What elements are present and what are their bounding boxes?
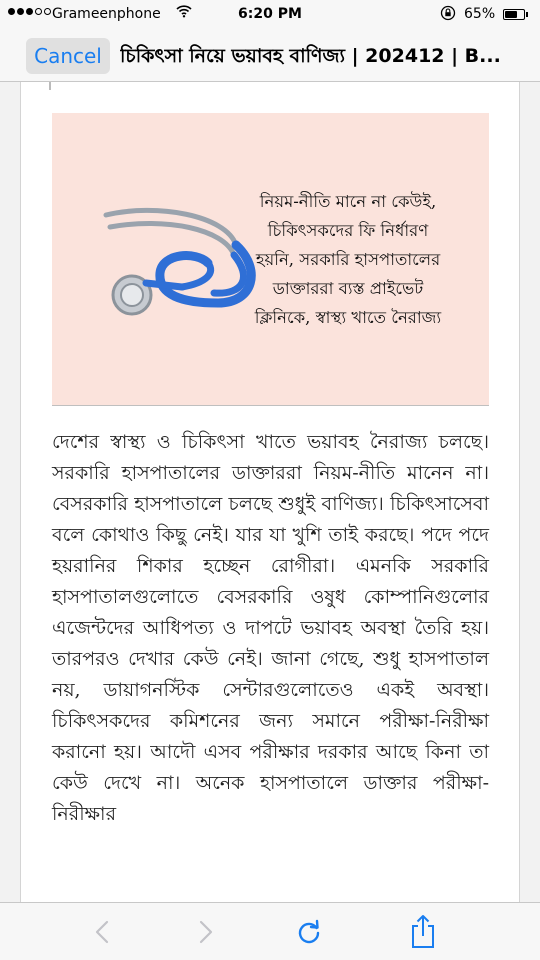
battery-percent: 65% (464, 6, 496, 22)
reload-icon[interactable] (294, 917, 324, 947)
article-image (52, 113, 489, 406)
signal-dots-icon (8, 8, 51, 15)
cancel-button[interactable]: Cancel (26, 38, 110, 74)
rotation-lock-icon (440, 5, 456, 25)
battery-icon (503, 9, 525, 20)
article-body: দেশের স্বাস্থ্য ও চিকিৎসা খাতে ভয়াবহ নৈরাজ্য চলছে। সরকারি হাসপাতালের ডাক্তাররা নিয়ম-নীতি মানেন না। বেসরকারি হাসপাতালে চলছে শুধুই বাণিজ্য। চিকিৎসাসেবা বলে কোথাও কিছু নেই। যার যা খুশি তাই করছে। পদে পদে হয়রানির শিকার হচ্ছেন রোগীরা। এমনকি সরকারি হাসপাতালগুলোতে বেসরকারি ওষুধ কোম্পানিগুলোর এজেন্টদের আধিপত্য ও দাপটে ভয়াবহ অবস্থা তৈরি হয়। তারপরও দেখার কেউ নেই। জানা গেছে, শুধু হাসপাতাল নয়, ডায়াগনস্টিক সেন্টারগুলোতেও একই অবস্থা। চিকিৎসকদের কমিশনের জন্য সমানে পরীক্ষা-নিরীক্ষা করানো হয়। আদৌ এসব পরীক্ষার দরকার আছে কিনা তা কেউ দেখে না। অনেক হাসপাতালে ডাক্তার পরীক্ষা-নিরীক্ষার (52, 431, 489, 825)
nav-bar (0, 30, 540, 82)
article-page[interactable] (20, 82, 520, 902)
battery-tip (526, 12, 528, 17)
share-icon[interactable] (408, 913, 438, 943)
status-bar (0, 0, 540, 30)
status-time: 6:20 PM (238, 6, 302, 22)
forward-icon[interactable] (190, 917, 220, 947)
battery-fill (505, 11, 517, 18)
back-icon[interactable] (88, 917, 118, 947)
image-caption: নিয়ম-নীতি মানে না কেউই, চিকিৎসকদের ফি নির্ধারণ হয়নি, সরকারি হাসপাতালের ডাক্তাররা ব্যস্ত প্রাইভেট ক্লিনিকে, স্বাস্থ্য খাতে নৈরাজ্য (254, 192, 442, 327)
page-title: চিকিৎসা নিয়ে ভয়াবহ বাণিজ্য | 202412 | B... (120, 45, 501, 67)
bottom-toolbar (0, 902, 540, 960)
page-top-mark (49, 82, 51, 90)
wifi-icon (176, 4, 192, 22)
carrier-name: Grameenphone (52, 6, 161, 22)
